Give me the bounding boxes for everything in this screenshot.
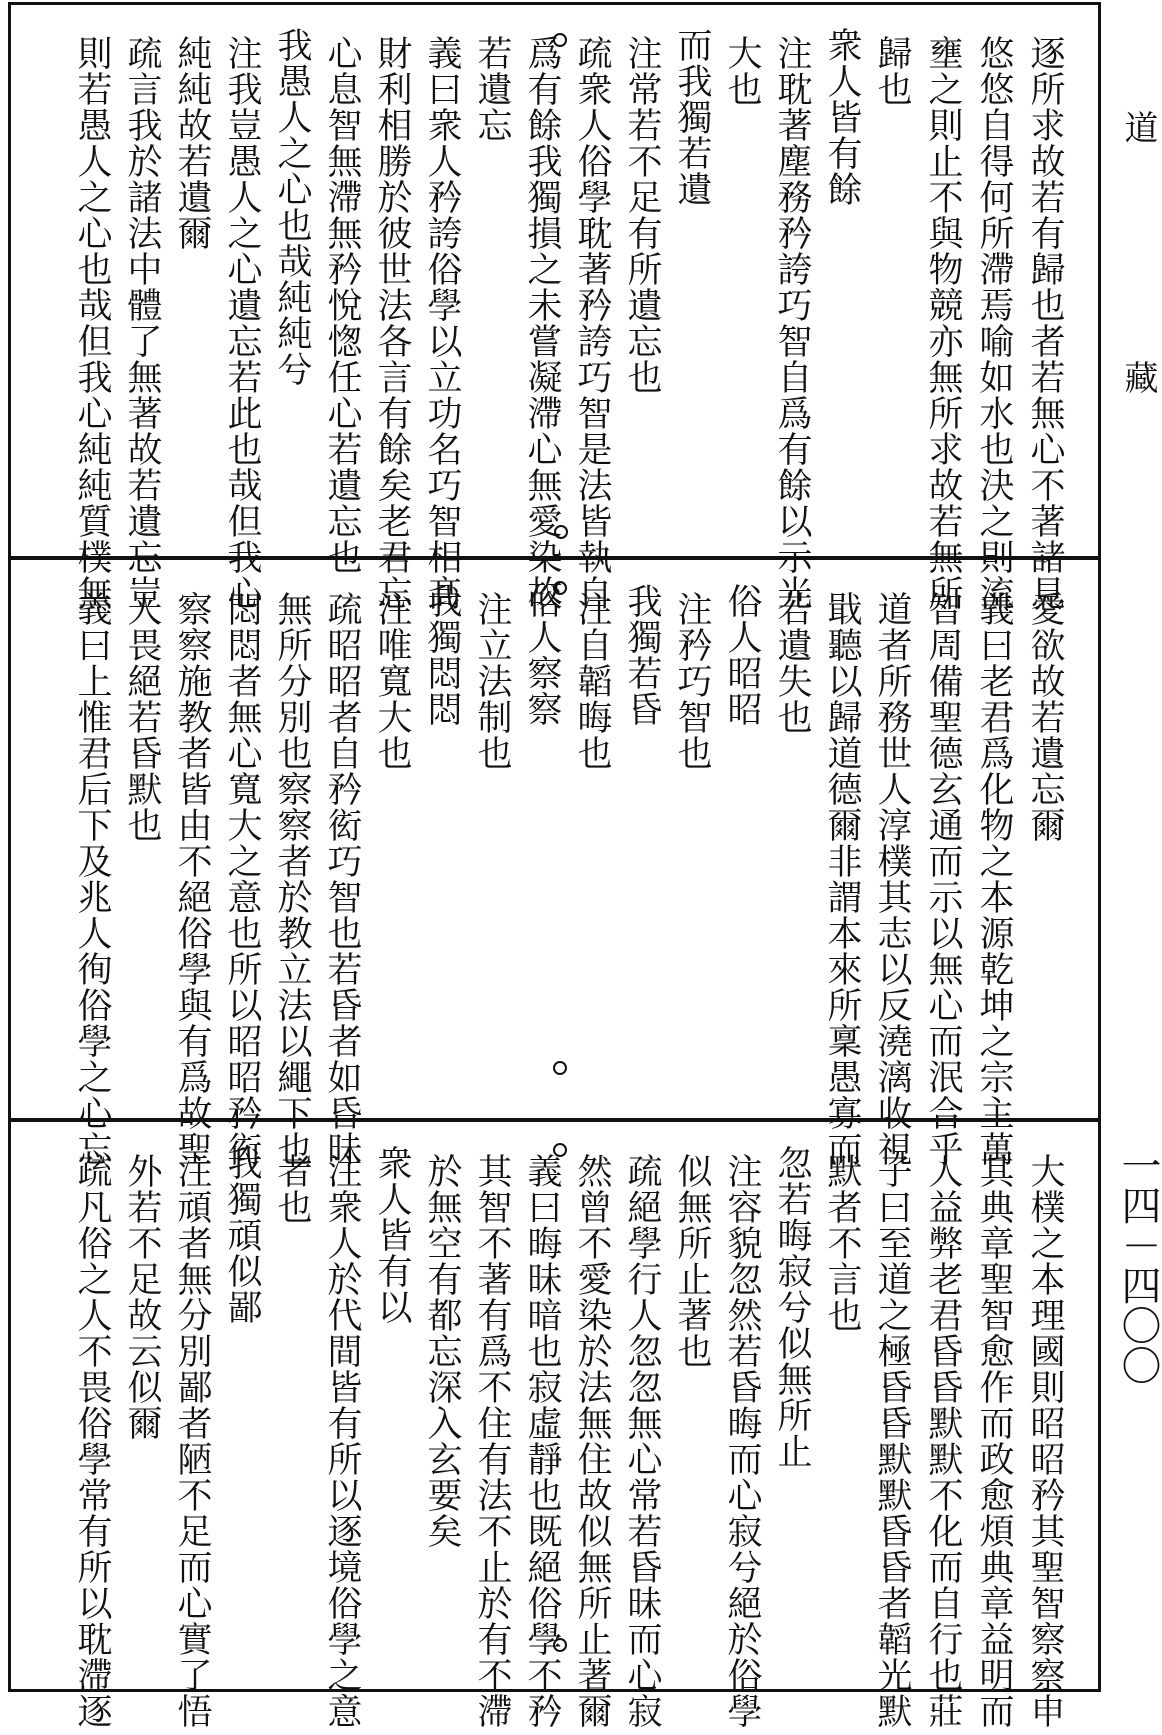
text-column: 壅之則止不與物競亦無所求故若無所	[923, 35, 963, 611]
circle-marker	[554, 525, 568, 539]
text-column: 疏絕學行人忽忽無心常若昏昧而心寂	[622, 1153, 662, 1729]
text-column: 財利相勝於彼世法各言有餘矣老君忘	[372, 35, 412, 611]
text-column: 衆人皆有以	[372, 1145, 412, 1325]
circle-marker	[553, 1061, 567, 1075]
text-column: 義曰上惟君后下及兆人徇俗學之心忘	[72, 591, 112, 1167]
text-column: 純純故若遺爾	[172, 35, 212, 251]
text-column: 者也	[272, 1153, 312, 1225]
text-column: 注頑者無分別鄙者陋不足而心實了悟	[172, 1153, 212, 1729]
text-column: 大樸之本理國則昭昭矜其聖智察察申	[1025, 1153, 1065, 1729]
collection-label: 道	[1118, 110, 1158, 144]
collection-label: 藏	[1118, 360, 1158, 394]
text-column: 注矜巧智也	[672, 591, 712, 771]
text-column: 歸也	[872, 35, 912, 107]
text-column: 義曰老君爲化物之本源乾坤之宗主萬	[974, 591, 1014, 1167]
text-column: 於無空有都忘深入玄要矣	[422, 1153, 462, 1549]
text-column: 外若不足故云似爾	[122, 1153, 162, 1441]
text-column: 疏昭昭者自矜衒巧智也若昏者如昏昧	[322, 591, 362, 1167]
text-column: 注自韜晦也	[572, 591, 612, 771]
text-column: 則若愚人之心也哉但我心純純質樸無	[72, 35, 112, 611]
text-column: 義曰晦昧暗也寂虛靜也既絕俗學不矜	[522, 1153, 562, 1729]
text-column: 注我豈愚人之心遺忘若此也哉但我心	[222, 35, 262, 611]
text-column: 疏言我於諸法中體了無著故若遺忘豈	[122, 35, 162, 611]
text-column: 疏凡俗之人不畏俗學常有所以耽滯逐	[72, 1153, 112, 1729]
text-column: 疏衆人俗學耽著矜誇巧智是法皆執自	[572, 35, 612, 611]
text-column: 無所分別也察察者於教立法以繩下也	[272, 591, 312, 1167]
text-column: 注立法制也	[472, 591, 512, 771]
circle-marker	[553, 581, 567, 595]
text-column: 道者所務世人淳樸其志以反澆漓收視	[872, 591, 912, 1167]
circle-marker	[553, 33, 567, 47]
text-column: 我獨若昏	[622, 583, 662, 727]
text-column: 大也	[722, 35, 762, 107]
text-column: 俗人察察	[522, 583, 562, 727]
text-column: 心息智無滯無矜悅愡任心若遺忘也	[322, 35, 362, 575]
text-column: 逐所求故若有歸也者若無心不著諸見	[1025, 35, 1065, 611]
text-column: 我愚人之心也哉純純兮	[272, 27, 312, 387]
text-column: 悠悠自得何所滯焉喻如水也決之則流	[974, 35, 1014, 611]
text-column: 我獨頑似鄙	[222, 1145, 262, 1325]
text-column: 衆人皆有餘	[822, 27, 862, 207]
text-column: 默者不言也	[822, 1153, 862, 1333]
text-column: 察察施教者皆由不絕俗學與有爲故聖	[172, 591, 212, 1167]
text-column: 愛欲故若遺忘爾	[1025, 591, 1065, 843]
text-column: 子曰至道之極昏昏默默昏昏者韜光默	[872, 1153, 912, 1729]
text-column: 俗人昭昭	[722, 583, 762, 727]
text-column: 注唯寬大也	[372, 591, 412, 771]
text-panel-top	[11, 5, 1098, 611]
text-column: 人畏絕若昏默也	[122, 591, 162, 843]
text-column: 注耽著塵務矜誇巧智自爲有餘以示光	[772, 35, 812, 611]
text-column: 若遺忘	[472, 35, 512, 143]
text-panel-bottom	[11, 1123, 1098, 1729]
text-column: 義曰衆人矜誇俗學以立功名巧智相髙	[422, 35, 462, 611]
circle-marker	[553, 1143, 567, 1157]
text-column: 似無所止著也	[672, 1153, 712, 1369]
text-column: 忽若晦寂兮似無所止	[772, 1145, 812, 1469]
text-column: 若遺失也	[772, 591, 812, 735]
text-column: 爲有餘我獨損之未嘗凝滯心無愛染故	[522, 35, 562, 611]
text-column: 戢聽以歸道德爾非謂本來所稟愚寡而	[822, 591, 862, 1167]
text-column: 我獨悶悶	[422, 583, 462, 727]
text-column: 然曾不愛染於法無住故似無所止著爾	[572, 1153, 612, 1729]
text-column: 悶悶者無心寬大之意也所以昭昭矜衒	[222, 591, 262, 1167]
text-column: 注常若不足有所遺忘也	[622, 35, 662, 395]
text-column: 人益弊老君昏昏默默不化而自行也莊	[923, 1153, 963, 1729]
text-column: 而我獨若遺	[672, 27, 712, 207]
text-column: 注容貌忽然若昏晦而心寂兮絕於俗學	[722, 1153, 762, 1729]
text-column: 注衆人於代間皆有所以逐境俗學之意	[322, 1153, 362, 1729]
circle-marker	[553, 1638, 567, 1652]
text-panel-middle	[11, 561, 1098, 1167]
text-column: 其典章聖智愈作而政愈煩典章益明而	[974, 1153, 1014, 1729]
text-column: 其智不著有爲不住有法不止於有不滯	[472, 1153, 512, 1729]
page-number: 一四－四〇〇	[1115, 1145, 1161, 1385]
text-column: 智周備聖德玄通而示以無心而泯合乎	[923, 591, 963, 1167]
